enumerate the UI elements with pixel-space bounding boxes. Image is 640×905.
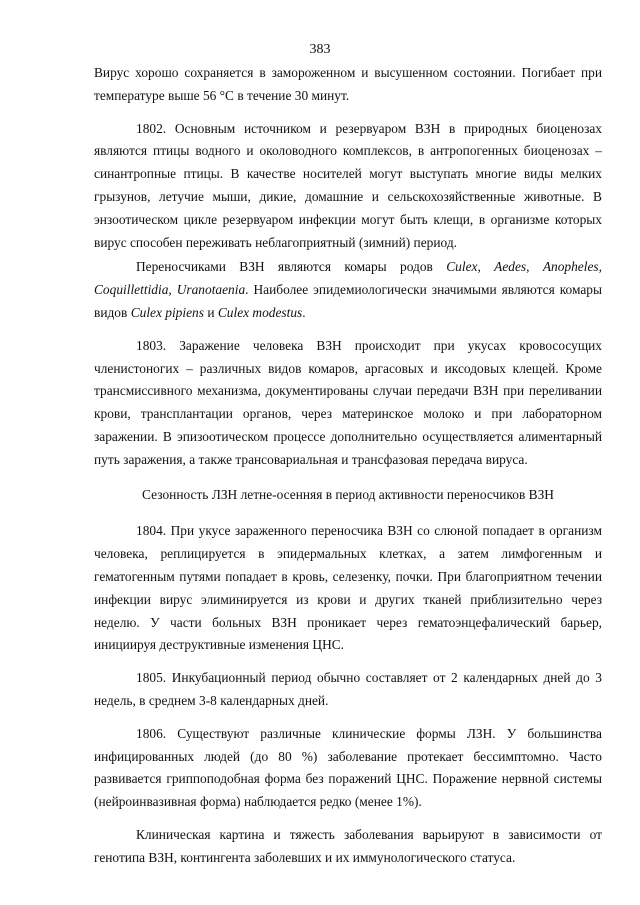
- paragraph-1802: 1802. Основным источником и резервуаром ВЗН в природных биоценозах являются птицы водного и околоводного комплексов, в антропогенных биоценозах – синантропные птицы. В качестве носителей могут выступать многие виды мелких грызунов, летучие мыши, дикие, домашние и сельскохозяйственные животные. В энзоотическом цикле резервуаром инфекции могут быть клещи, в организме которых вирус способен переживать неблагоприятный (зимний) период.: [94, 120, 602, 250]
- genus-uranotaenia: Uranotaenia: [176, 282, 246, 298]
- genus-culex: Culex: [446, 259, 478, 275]
- document-body: [94, 62, 602, 880]
- vectors-intro: Переносчиками ВЗН являются комары родов: [136, 259, 433, 275]
- paragraph-1806: 1806. Существуют различные клинические формы ЛЗН. У большинства инфицированных людей (до 80 %) заболевание протекает бессимптомно. Часто развивается гриппоподобная форма без поражений ЦНС. Поражение нервной системы (нейроинвазивная форма) наблюдается редко (менее 1%).: [94, 725, 602, 810]
- genus-coquillettidia: Coquillettidia: [94, 282, 169, 298]
- vectors-and: и: [207, 304, 215, 320]
- paragraph-clinical-picture: Клиническая картина и тяжесть заболевания варьируют в зависимости от генотипа ВЗН, контингента заболевших и их иммунологического статуса.: [94, 826, 602, 865]
- species-culex-modestus: Culex modestus: [217, 304, 303, 320]
- paragraph-1803: 1803. Заражение человека ВЗН происходит при укусах кровососущих членистоногих – различных видов комаров, аргасовых и иксодовых клещей. Кроме трансмиссивного механизма, документированы случаи передачи ВЗН при переливании крови, трансплантации органов, через материнское молоко и при лабораторном заражении. В эпизоотическом процессе дополнительно осуществляется алиментарный путь заражения, а также трансовариальная и трансфазовая передача вируса.: [94, 337, 602, 467]
- paragraph-1804: 1804. При укусе зараженного переносчика ВЗН со слюной попадает в организм человека, реплицируется в эпидермальных клетках, а затем лимфогенным и гематогенным путями попадает в кровь, селезенку, почки. При благоприятном течении инфекции вирус элиминируется из крови и других тканей приблизительно через неделю. У части больных ВЗН проникает через гематоэнцефалический барьер, инициируя деструктивные изменения ЦНС.: [94, 523, 602, 653]
- vectors-significant: Наиболее эпидемиологически значимыми являются комары видов: [94, 282, 602, 320]
- species-culex-pipiens: Culex pipiens: [130, 304, 204, 320]
- genus-anopheles: Anopheles: [542, 259, 599, 275]
- paragraph-virus-stability: Вирус хорошо сохраняется в замороженном и высушенном состоянии. Погибает при температуре выше 56 °С в течение 30 минут.: [94, 65, 602, 103]
- paragraph-vectors: Переносчиками ВЗН являются комары родов Culex, Aedes, Anopheles, Coquillettidia, Uranotaenia. Наиболее эпидемиологически значимыми являются комары видов Culex pipiens и Culex modestus.: [94, 259, 602, 320]
- page-number: 383: [309, 42, 331, 57]
- seasonality-heading: Сезонность ЛЗН летне-осенняя в период активности переносчиков ВЗН: [142, 486, 554, 502]
- paragraph-1805: 1805. Инкубационный период обычно составляет от 2 календарных дней до 3 недель, в среднем 3-8 календарных дней.: [94, 670, 602, 708]
- genus-aedes: Aedes: [494, 259, 527, 275]
